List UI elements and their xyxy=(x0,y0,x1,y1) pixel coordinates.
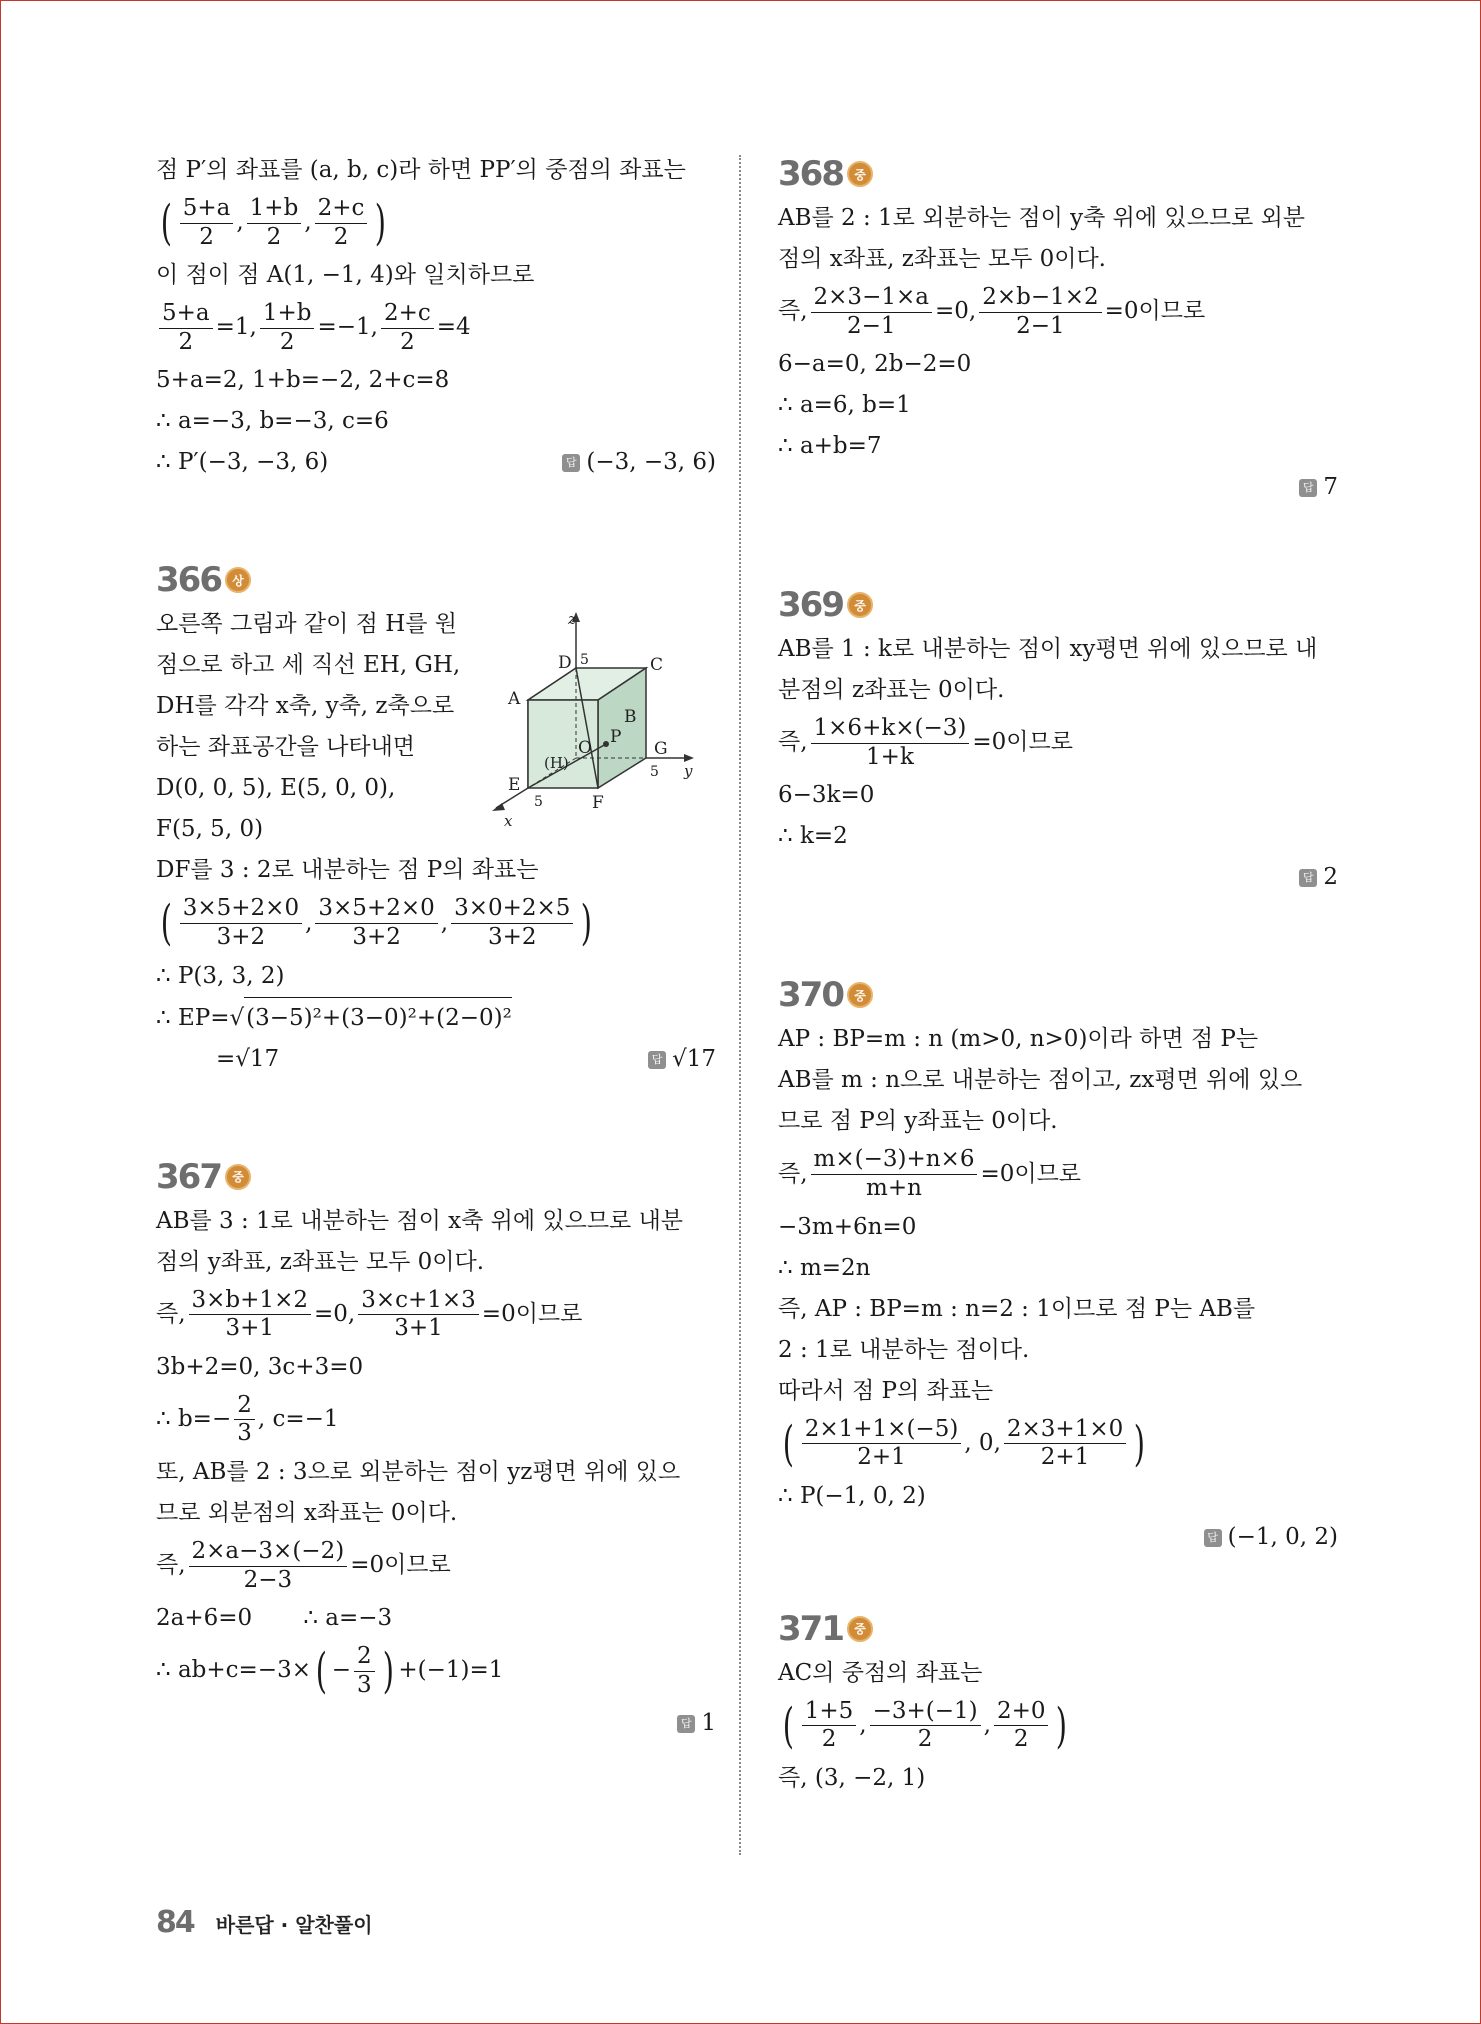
text-line: 2a+6=0 ∴ a=−3 xyxy=(156,1605,393,1632)
fraction: $\frac{2+c}{2}$ xyxy=(315,195,368,251)
text-line: 므로 외분점의 x좌표는 0이다. xyxy=(156,1499,458,1526)
text-line: ∴ P(−1, 0, 2) xyxy=(778,1482,926,1509)
difficulty-badge: 중 xyxy=(847,982,873,1008)
fig-label: y xyxy=(684,762,693,781)
fraction: $\frac{1+b}{2}$ xyxy=(247,195,302,251)
answer-icon: 답 xyxy=(1299,479,1317,497)
problem-number: 370 중 xyxy=(778,971,1338,1019)
text-line: ∴ P(3, 3, 2) xyxy=(156,962,285,989)
problem-number: 368 중 xyxy=(778,150,1338,198)
left-column xyxy=(156,150,716,1743)
fig-label: G xyxy=(654,739,668,760)
answer-row: =√17 답 √17 xyxy=(216,1045,716,1072)
math-line: $\frac{5+a}{2}$ =1, $\frac{1+b}{2}$ =−1, $\frac{2+c}{2}$ =4 xyxy=(156,296,716,360)
text-line: 이 점이 점 A(1, −1, 4)와 일치하므로 xyxy=(156,262,535,289)
column-divider xyxy=(739,155,741,1855)
text-line: 점 P′의 좌표를 (a, b, c)라 하면 PP′의 중점의 좌표는 xyxy=(156,157,686,183)
problem-369 xyxy=(778,581,1338,897)
text-line: AP : BP=m : n (m>0, n>0)이라 하면 점 P는 xyxy=(778,1026,1259,1053)
text-line: D(0, 0, 5), E(5, 0, 0), xyxy=(156,775,396,802)
answer-value: (−1, 0, 2) xyxy=(1227,1523,1338,1550)
answer-value: 7 xyxy=(1323,474,1338,501)
text-line: AB를 1 : k로 내분하는 점이 xy평면 위에 있으므로 내 xyxy=(778,636,1318,663)
text-line: 5+a=2, 1+b=−2, 2+c=8 xyxy=(156,367,450,394)
text-line: AC의 중점의 좌표는 xyxy=(778,1659,983,1686)
math-line: 즉, $\frac{3\times b+1\times 2}{3+1}$ =0, $\frac{3\times c+1\times 3}{3+1}$ =0이므로 xyxy=(156,1286,583,1342)
answer-value: (−3, −3, 6) xyxy=(586,449,716,476)
text-line: 2 : 1로 내분하는 점이다. xyxy=(778,1336,1030,1363)
text-line: F(5, 5, 0) xyxy=(156,816,264,843)
answer-icon: 답 xyxy=(1204,1529,1222,1547)
difficulty-badge: 중 xyxy=(847,1616,873,1642)
answer-row xyxy=(156,1703,716,1743)
answer-row xyxy=(778,857,1338,897)
fig-label: B xyxy=(624,707,637,728)
cube-figure xyxy=(478,610,698,840)
difficulty-badge: 중 xyxy=(847,592,873,618)
fig-label: 5 xyxy=(534,794,543,811)
text-line: 분점의 z좌표는 0이다. xyxy=(778,677,1005,704)
page-number: 84 xyxy=(156,1905,194,1940)
fig-label: D xyxy=(558,653,572,674)
footer-label: 바른답 · 알찬풀이 xyxy=(215,1913,373,1937)
problem-370 xyxy=(778,971,1338,1556)
math-line: ∴ ab+c=−3× ( − $\frac{2}{3}$ ) +(−1)=1 xyxy=(156,1643,504,1700)
text-line: 또, AB를 2 : 3으로 외분하는 점이 yz평면 위에 있으 xyxy=(156,1458,681,1485)
text-line: 점의 y좌표, z좌표는 모두 0이다. xyxy=(156,1248,485,1275)
fig-label: (H) xyxy=(544,754,569,773)
intro-text: 오른쪽 그림과 같이 점 H를 원점으로 하고 세 직선 EH, GH, DH를 각각 x축, y축, z축으로 하는 좌표공간을 나타내면 xyxy=(156,611,461,761)
text-line: ∴ m=2n xyxy=(778,1254,871,1281)
fig-label: 5 xyxy=(650,764,659,781)
answer-icon: 답 xyxy=(562,454,580,472)
problem-365-solution xyxy=(156,150,716,482)
answer-value: 2 xyxy=(1323,864,1338,891)
fig-label: C xyxy=(650,655,664,676)
math-line: 즉, $\frac{m\times(-3)+n\times 6}{m+n}$ =0이므로 xyxy=(778,1146,1082,1201)
text-line: 점의 x좌표, z좌표는 모두 0이다. xyxy=(778,246,1106,272)
page-footer xyxy=(156,1905,373,1940)
math-line: 즉, $\frac{2\times a-3\times(-2)}{2-3}$ =0이므로 xyxy=(156,1537,451,1593)
answer-row: ∴ P′(−3, −3, 6) 답 (−3, −3, 6) xyxy=(156,449,716,476)
problem-number: 366 상 xyxy=(156,556,716,604)
text-line: ∴ a=6, b=1 xyxy=(778,392,911,419)
fig-label: P xyxy=(610,727,622,748)
text-line: AB를 2 : 1로 외분하는 점이 y축 위에 있으므로 외분 xyxy=(778,205,1306,231)
difficulty-badge: 중 xyxy=(225,1164,251,1190)
problem-366 xyxy=(156,556,716,1078)
fig-label: E xyxy=(508,775,521,796)
fig-label: O xyxy=(578,738,592,759)
problem-number: 369 중 xyxy=(778,581,1338,629)
fig-label: 5 xyxy=(580,652,589,669)
answer-row xyxy=(778,1517,1338,1557)
problem-368 xyxy=(778,150,1338,507)
text-line: 므로 점 P의 y좌표는 0이다. xyxy=(778,1108,1058,1135)
right-column xyxy=(778,150,1338,1799)
fraction: $\frac{5+a}{2}$ xyxy=(180,195,234,251)
math-line: 즉, $\frac{2\times 3-1\times a}{2-1}$ =0, $\frac{2\times b-1\times 2}{2-1}$ =0이므로 xyxy=(778,284,1206,339)
math-line: 즉, $\frac{1\times 6+k\times(-3)}{1+k}$ =0이므로 xyxy=(778,715,1073,770)
fig-label: A xyxy=(508,689,521,710)
answer-value: √17 xyxy=(672,1045,716,1072)
text-line: 즉, (3, −2, 1) xyxy=(778,1764,926,1791)
problem-367 xyxy=(156,1153,716,1744)
text-line: DF를 3 : 2로 내분하는 점 P의 좌표는 xyxy=(156,857,539,884)
text-line: −3m+6n=0 xyxy=(778,1213,917,1240)
problem-371 xyxy=(778,1605,1338,1799)
fig-label: z xyxy=(568,610,576,629)
math-line: ( $\frac{2\times 1+1\times(-5)}{2+1}$ , 0, $\frac{2\times 3+1\times 0}{2+1}$ ) xyxy=(782,1415,1146,1472)
text-line: 6−a=0, 2b−2=0 xyxy=(778,351,972,378)
math-line: ( $\frac{5+a}{2}$ , $\frac{1+b}{2}$ , $\frac{2+c}{2}$ ) xyxy=(160,195,387,252)
problem-number: 367 중 xyxy=(156,1153,716,1201)
text-line: 즉, AP : BP=m : n=2 : 1이므로 점 P는 AB를 xyxy=(778,1295,1256,1322)
text-line: ∴ k=2 xyxy=(778,823,848,850)
math-line: ∴ EP=√(3−5)²+(3−0)²+(2−0)² xyxy=(156,997,716,1039)
text-line: ∴ a=−3, b=−3, c=6 xyxy=(156,408,389,435)
answer-icon: 답 xyxy=(1299,869,1317,887)
fig-label: x xyxy=(504,812,513,831)
text-line: AB를 3 : 1로 내분하는 점이 x축 위에 있으므로 내분 xyxy=(156,1207,684,1234)
problem-number: 371 중 xyxy=(778,1605,1338,1653)
text-line: AB를 m : n으로 내분하는 점이고, zx평면 위에 있으 xyxy=(778,1067,1303,1094)
text-line: 따라서 점 P의 좌표는 xyxy=(778,1377,994,1404)
answer-icon: 답 xyxy=(677,1715,695,1733)
answer-icon: 답 xyxy=(648,1051,666,1069)
math-line: ( $\frac{1+5}{2}$ , $\frac{-3+(-1)}{2}$ , $\frac{2+0}{2}$ ) xyxy=(782,1697,1068,1754)
math-line: ∴ b=− $\frac{2}{3}$ , c=−1 xyxy=(156,1391,339,1447)
answer-value: 1 xyxy=(701,1710,716,1737)
text-line: 6−3k=0 xyxy=(778,782,875,809)
difficulty-badge: 중 xyxy=(847,161,873,187)
difficulty-badge: 상 xyxy=(225,567,251,593)
text-line: 3b+2=0, 3c+3=0 xyxy=(156,1353,364,1380)
math-line: ( $\frac{3\times 5+2\times 0}{3+2}$ , $\frac{3\times 5+2\times 0}{3+2}$ , $\frac{3\times 0+2\times 5}{3+2}$ ) xyxy=(160,895,593,952)
answer-row xyxy=(778,467,1338,507)
text-line: ∴ a+b=7 xyxy=(778,433,882,460)
fig-label: F xyxy=(592,793,604,814)
